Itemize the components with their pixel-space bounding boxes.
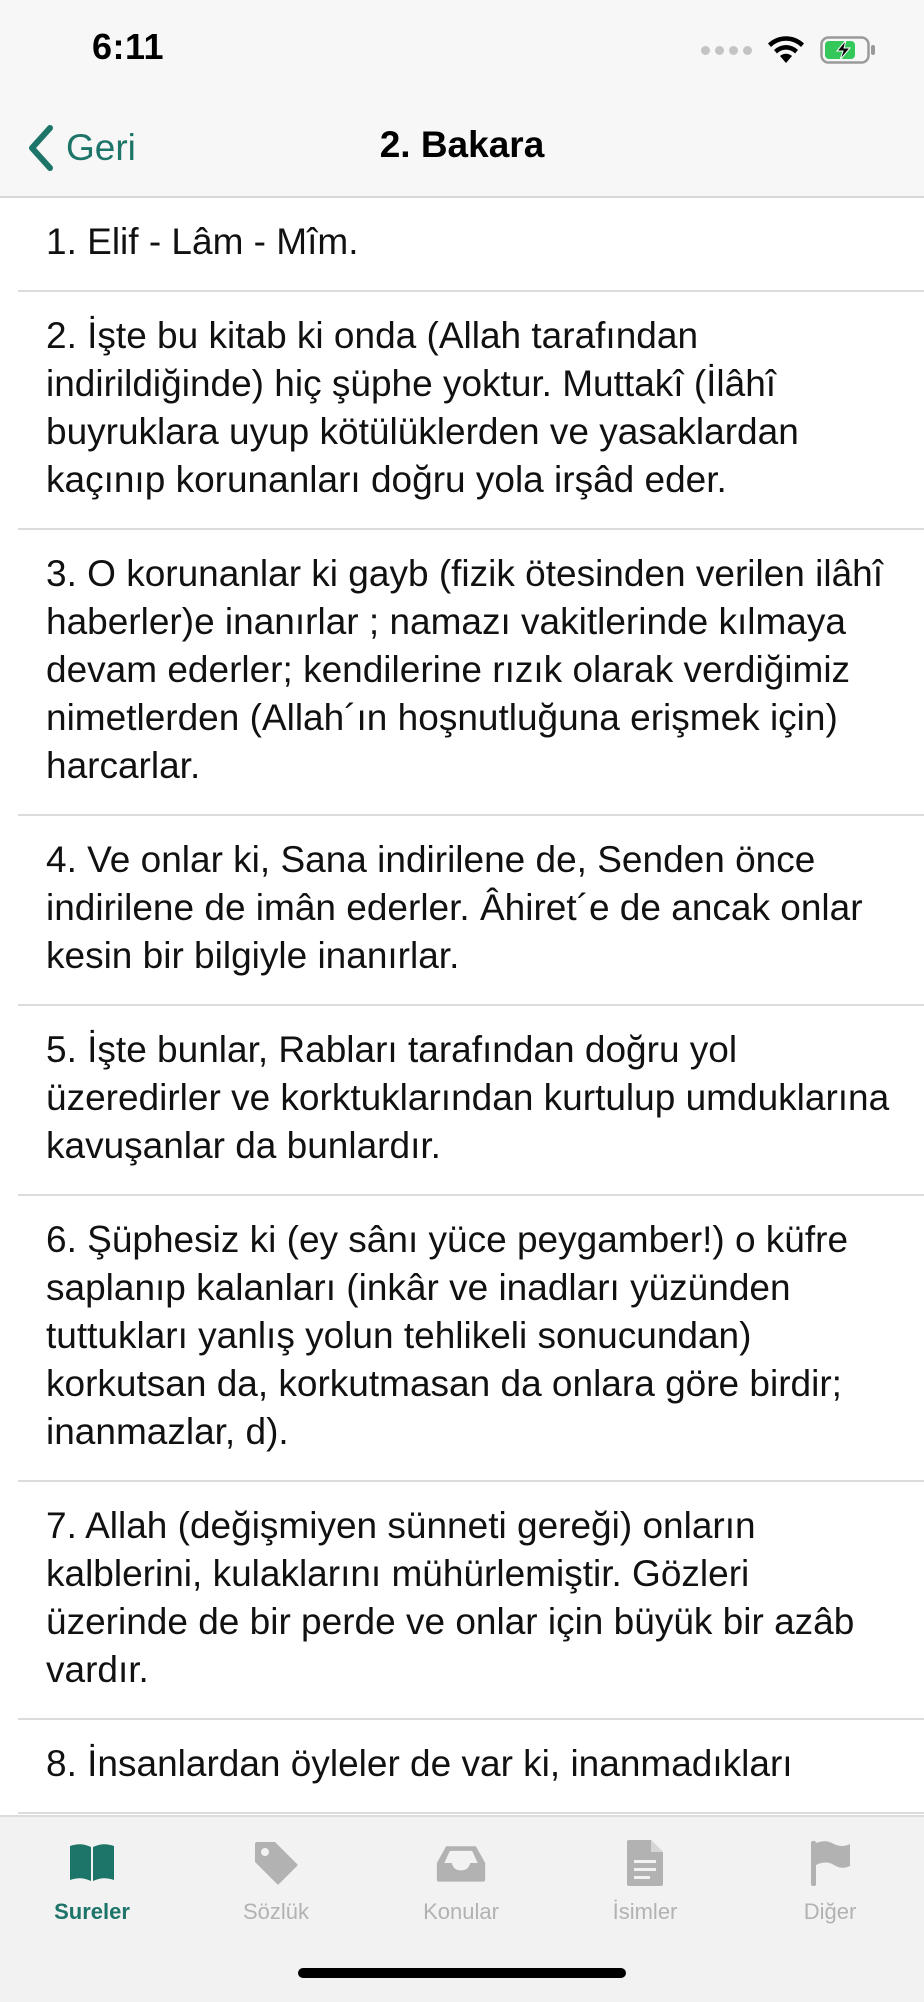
- status-time: 6:11: [92, 26, 165, 67]
- tab-konular[interactable]: [381, 1837, 541, 1947]
- tab-diger[interactable]: [750, 1837, 910, 1947]
- home-indicator[interactable]: [298, 1968, 626, 1978]
- tab-label: Diğer: [803, 1899, 857, 1924]
- cellular-signal-icon: [701, 46, 752, 55]
- tab-label: Sözlük: [242, 1899, 310, 1924]
- tab-label: Konular: [423, 1899, 499, 1924]
- verse-row[interactable]: 4. Ve onlar ki, Sana indirilene de, Senden önce indirilene de imân ederler. Âhiret´e de ancak onlar kesin bir bilgiyle inanırlar.: [18, 816, 924, 1006]
- status-bar: [0, 0, 924, 100]
- verse-row[interactable]: 5. İşte bunlar, Rabları tarafından doğru yol üzeredirler ve korktuklarından kurtulup umduklarına kavuşanlar da bunlardır.: [18, 1006, 924, 1196]
- tab-sureler[interactable]: [12, 1837, 172, 1947]
- book-icon: [66, 1837, 118, 1889]
- verse-row[interactable]: 1. Elif - Lâm - Mîm.: [18, 198, 924, 292]
- navigation-bar: [0, 100, 924, 198]
- tray-icon: [435, 1837, 487, 1889]
- back-button-label: Geri: [66, 127, 136, 168]
- tab-sozluk[interactable]: [196, 1837, 356, 1947]
- page-title: 2. Bakara: [379, 124, 545, 165]
- verse-list[interactable]: [0, 198, 924, 1816]
- battery-charging-icon: [820, 35, 876, 65]
- tab-isimler[interactable]: [565, 1837, 725, 1947]
- document-icon: [619, 1837, 671, 1889]
- verse-row[interactable]: 8. İnsanlardan öyleler de var ki, inanmadıkları: [18, 1720, 924, 1814]
- tab-label: İsimler: [612, 1899, 678, 1924]
- wifi-icon: [766, 35, 806, 65]
- verse-row[interactable]: 7. Allah (değişmiyen sünneti gereği) onların kalblerini, kulaklarını mühürlemiştir. Gözleri üzerinde de bir perde ve onlar için büyük bir azâb vardır.: [18, 1482, 924, 1720]
- verse-row[interactable]: 6. Şüphesiz ki (ey sânı yüce peygamber!) o küfre saplanıp kalanları (inkâr ve inadları yüzünden tuttukları yanlış yolun tehlikeli sonucundan) korkutsan da, korkutmasan da onlara göre birdir; inanmazlar, d).: [18, 1196, 924, 1482]
- status-indicators: [701, 30, 876, 70]
- flag-icon: [804, 1837, 856, 1889]
- verse-row[interactable]: 2. İşte bu kitab ki onda (Allah tarafından indirildiğinde) hiç şüphe yoktur. Muttakî (İlâhî buyruklara uyup kötülüklerden ve yasaklardan kaçınıp korunanları doğru yola irşâd eder.: [18, 292, 924, 530]
- verse-row[interactable]: 3. O korunanlar ki gayb (fizik ötesinden verilen ilâhî haberler)e inanırlar ; namazı vakitlerinde kılmaya devam ederler; kendilerine rızık olarak verdiğimiz nimetlerden (Allah´ın hoşnutluğuna erişmek için) harcarlar.: [18, 530, 924, 816]
- tab-label: Sureler: [54, 1899, 130, 1924]
- tag-icon: [250, 1837, 302, 1889]
